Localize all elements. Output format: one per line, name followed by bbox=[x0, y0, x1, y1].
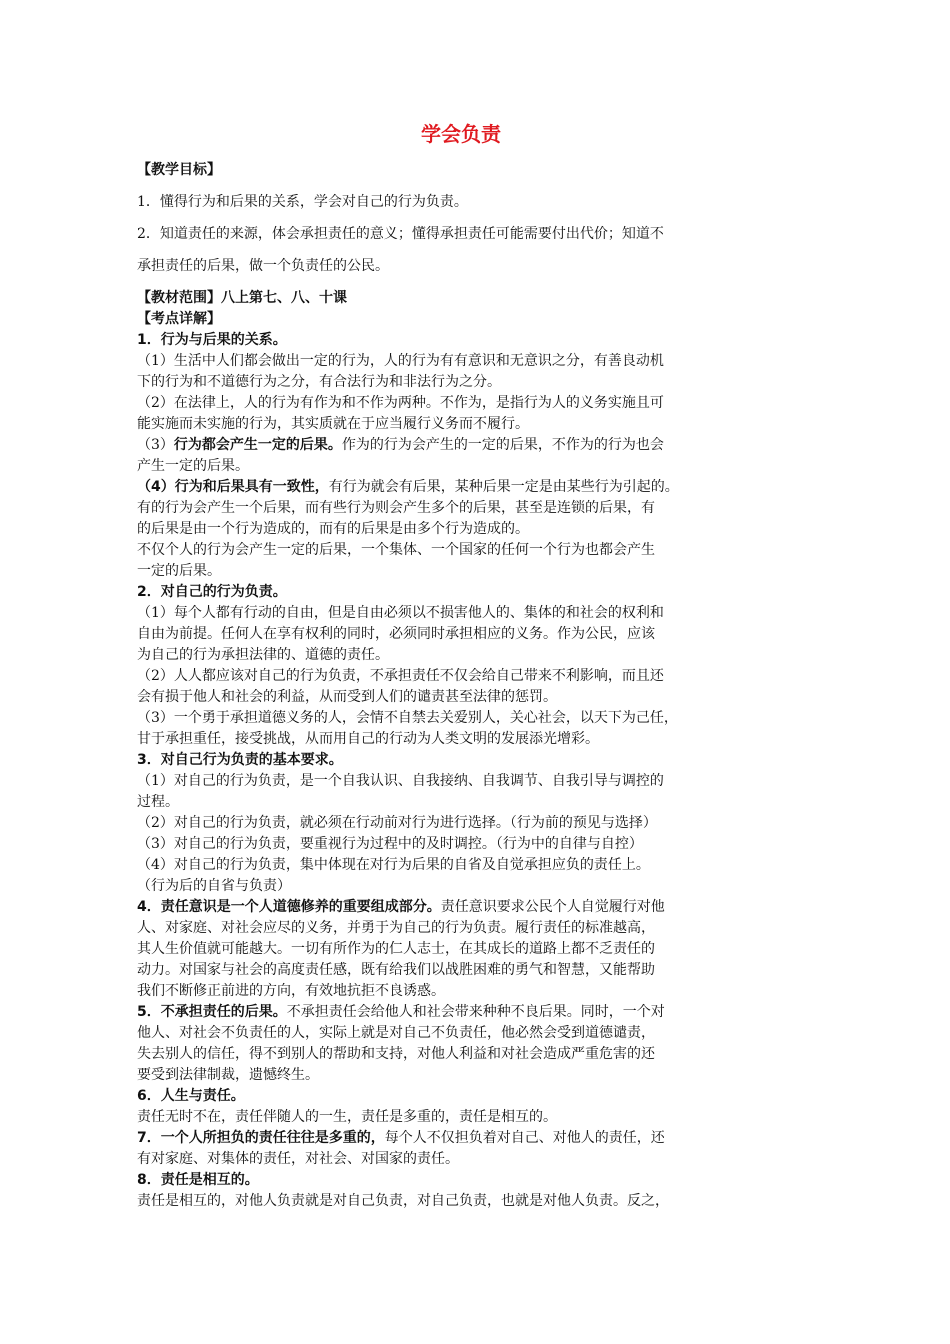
s7-bold: 7．一个人所担负的责任往往是多重的， bbox=[137, 1130, 385, 1146]
goal-item-2-line-2: 承担责任的后果，做一个负责任的公民。 bbox=[137, 258, 389, 274]
s4-line-4: 动力。对国家与社会的高度责任感，既有给我们以战胜困难的勇气和智慧，又能帮助 bbox=[137, 962, 655, 978]
s2-p3-line-1: （3）一个勇于承担道德义务的人，会情不自禁去关爱别人，关心社会，以天下为己任， bbox=[137, 710, 678, 726]
goal-item-2-line-1: 2．知道责任的来源，体会承担责任的意义；懂得承担责任可能需要付出代价；知道不 bbox=[137, 226, 664, 242]
section-8-heading: 8．责任是相互的。 bbox=[137, 1172, 259, 1188]
s1-p4-line-1 bbox=[137, 477, 785, 497]
s5-line-1 bbox=[137, 1002, 785, 1022]
detail-heading: 【考点详解】 bbox=[137, 311, 221, 327]
s1-p3-line-2: 产生一定的后果。 bbox=[137, 458, 249, 474]
s1-p4-rest: 有行为就会有后果，某种后果一定是由某些行为引起的。 bbox=[328, 479, 679, 495]
s1-p2-line-1: （2）在法律上，人的行为有作为和不作为两种。不作为，是指行为人的义务实施且可 bbox=[137, 395, 664, 411]
s4-line-5: 我们不断修正前进的方向，有效地抗拒不良诱惑。 bbox=[137, 983, 445, 999]
s3-p1-line-2: 过程。 bbox=[137, 794, 179, 810]
s8-line-1: 责任是相互的，对他人负责就是对自己负责，对自己负责，也就是对他人负责。反之， bbox=[137, 1193, 669, 1209]
s1-p3-line-1 bbox=[137, 435, 785, 455]
s1-p5-line-2: 一定的后果。 bbox=[137, 563, 221, 579]
s3-p1-line-1: （1）对自己的行为负责，是一个自我认识、自我接纳、自我调节、自我引导与调控的 bbox=[137, 773, 664, 789]
s1-p1-line-1: （1）生活中人们都会做出一定的行为，人的行为有有意识和无意识之分，有善良动机 bbox=[137, 353, 664, 369]
section-2-heading: 2．对自己的行为负责。 bbox=[137, 584, 287, 600]
s1-p4-line-2: 有的行为会产生一个后果，而有些行为则会产生多个的后果，甚至是连锁的后果，有 bbox=[137, 500, 655, 516]
s4-line-2: 人、对家庭、对社会应尽的义务，并勇于为自己的行为负责。履行责任的标准越高， bbox=[137, 920, 655, 936]
s7-line-2: 有对家庭、对集体的责任，对社会、对国家的责任。 bbox=[137, 1151, 459, 1167]
page-title: 学会负责 bbox=[421, 122, 501, 146]
s7-line-1 bbox=[137, 1128, 785, 1148]
s2-p2-line-1: （2）人人都应该对自己的行为负责，不承担责任不仅会给自己带来不利影响，而且还 bbox=[137, 668, 664, 684]
s1-p1-line-2: 下的行为和不道德行为之分，有合法行为和非法行为之分。 bbox=[137, 374, 501, 390]
s1-p4-bold: （4）行为和后果具有一致性， bbox=[137, 479, 329, 495]
section-3-heading: 3．对自己行为负责的基本要求。 bbox=[137, 752, 343, 768]
goals-heading: 【教学目标】 bbox=[137, 162, 221, 178]
s5-line-2: 他人、对社会不负责任的人，实际上就是对自己不负责任，他必然会受到道德谴责， bbox=[137, 1025, 655, 1041]
s2-p1-line-3: 为自己的行为承担法律的、道德的责任。 bbox=[137, 647, 389, 663]
s3-p4-line-2: （行为后的自省与负责） bbox=[137, 878, 291, 894]
s2-p1-line-2: 自由为前提。任何人在享有权利的同时，必须同时承担相应的义务。作为公民，应该 bbox=[137, 626, 655, 642]
s4-rest: 责任意识要求公民个人自觉履行对他 bbox=[440, 899, 665, 915]
section-6-heading: 6．人生与责任。 bbox=[137, 1088, 245, 1104]
s5-rest: 不承担责任会给他人和社会带来种种不良后果。同时，一个对 bbox=[286, 1004, 665, 1020]
s1-p3-lead: （3） bbox=[137, 437, 174, 453]
s3-p4-line-1: （4）对自己的行为负责，集中体现在对行为后果的自省及自觉承担应负的责任上。 bbox=[137, 857, 650, 873]
s1-p2-line-2: 能实施而未实施的行为，其实质就在于应当履行义务而不履行。 bbox=[137, 416, 529, 432]
s1-p3-rest: 作为的行为会产生的一定的后果，不作为的行为也会 bbox=[341, 437, 664, 453]
s4-line-3: 其人生价值就可能越大。一切有所作为的仁人志士，在其成长的道路上都不乏责任的 bbox=[137, 941, 655, 957]
s3-p3: （3）对自己的行为负责，要重视行为过程中的及时调控。（行为中的自律与自控） bbox=[137, 836, 643, 852]
s4-bold: 4．责任意识是一个人道德修养的重要组成部分。 bbox=[137, 899, 441, 915]
s2-p1-line-1: （1）每个人都有行动的自由，但是自由必须以不损害他人的、集体的和社会的权利和 bbox=[137, 605, 664, 621]
s5-line-4: 要受到法律制裁，遗憾终生。 bbox=[137, 1067, 319, 1083]
section-1-heading: 1．行为与后果的关系。 bbox=[137, 332, 287, 348]
s1-p5-line-1: 不仅个人的行为会产生一定的后果，一个集体、一个国家的任何一个行为也都会产生 bbox=[137, 542, 655, 558]
s3-p2: （2）对自己的行为负责，就必须在行动前对行为进行选择。（行为前的预见与选择） bbox=[137, 815, 657, 831]
goal-item-1: 1．懂得行为和后果的关系，学会对自己的行为负责。 bbox=[137, 194, 468, 210]
s7-rest: 每个人不仅担负着对自己、对他人的责任，还 bbox=[384, 1130, 665, 1146]
s2-p3-line-2: 甘于承担重任，接受挑战，从而用自己的行动为人类文明的发展添光增彩。 bbox=[137, 731, 599, 747]
s6-line-1: 责任无时不在，责任伴随人的一生，责任是多重的，责任是相互的。 bbox=[137, 1109, 557, 1125]
s1-p3-bold: 行为都会产生一定的后果。 bbox=[173, 437, 342, 453]
scope-heading: 【教材范围】八上第七、八、十课 bbox=[137, 290, 347, 306]
s5-line-3: 失去别人的信任，得不到别人的帮助和支持，对他人利益和对社会造成严重危害的还 bbox=[137, 1046, 655, 1062]
s2-p2-line-2: 会有损于他人和社会的利益，从而受到人们的谴责甚至法律的惩罚。 bbox=[137, 689, 557, 705]
s5-bold: 5．不承担责任的后果。 bbox=[137, 1004, 287, 1020]
s4-line-1 bbox=[137, 897, 785, 917]
s1-p4-line-3: 的后果是由一个行为造成的，而有的后果是由多个行为造成的。 bbox=[137, 521, 529, 537]
